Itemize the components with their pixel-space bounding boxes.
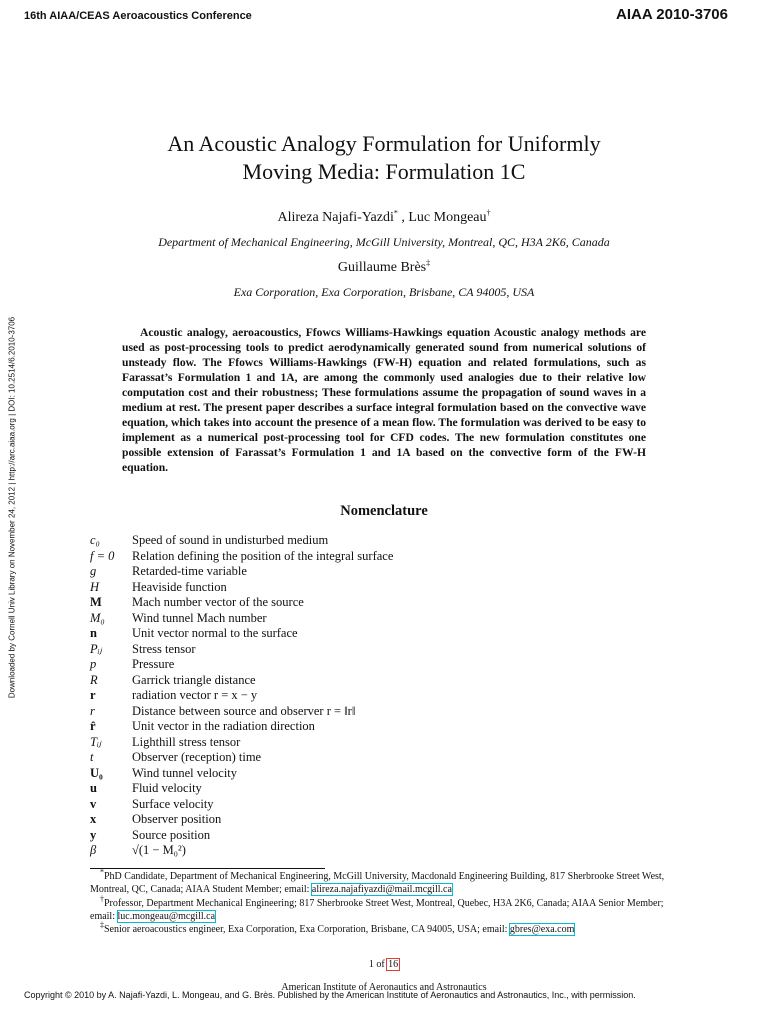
nomenclature-symbol: β	[90, 843, 97, 857]
affiliation-mcgill: Department of Mechanical Engineering, McGill University, Montreal, QC, H3A 2K6, Canada	[158, 235, 610, 249]
nomenclature-row	[90, 642, 490, 658]
author-separator: ,	[397, 210, 409, 225]
nomenclature-description: Wind tunnel Mach number	[132, 610, 267, 625]
nomenclature-row	[90, 564, 490, 580]
footnote-2	[90, 894, 678, 924]
nomenclature-description: Observer (reception) time	[132, 750, 262, 764]
nomenclature-symbol: n	[90, 626, 97, 640]
footnote-3	[90, 920, 678, 936]
footnote-3-mark: ‡	[100, 920, 104, 930]
footnote-1-mark: *	[100, 867, 104, 877]
email-link-najafiyazdi[interactable]: alireza.najafiyazdi@mail.mcgill.ca	[311, 884, 452, 896]
page-number	[0, 959, 768, 970]
paper-id: AIAA 2010-3706	[615, 6, 728, 23]
nomenclature-symbol: x	[90, 812, 97, 826]
affiliation-exa: Exa Corporation, Exa Corporation, Brisbane, CA 94005, USA	[233, 285, 535, 299]
nomenclature-symbol: r	[90, 688, 96, 702]
nomenclature-description: √(1 − M₀²)	[132, 843, 186, 857]
nomenclature-symbol: f = 0	[90, 548, 115, 563]
nomenclature-heading: Nomenclature	[340, 503, 428, 519]
nomenclature-symbol: M₀	[90, 610, 105, 625]
nomenclature-symbol: r̂	[90, 719, 96, 733]
nomenclature-description: Heaviside function	[132, 579, 227, 594]
nomenclature-description: Lighthill stress tensor	[132, 734, 241, 749]
nomenclature-symbol: R	[90, 672, 98, 687]
nomenclature-description: Observer position	[132, 812, 222, 826]
footnote-2-mark: †	[100, 894, 104, 904]
nomenclature-description: Relation defining the position of the integral surface	[132, 548, 394, 563]
paper-title	[90, 130, 678, 186]
nomenclature-row	[90, 595, 490, 611]
page-total-link[interactable]: 16	[388, 959, 399, 970]
nomenclature-description: radiation vector r = x − y	[132, 688, 258, 702]
author-3-mark: ‡	[426, 258, 431, 268]
nomenclature-row	[90, 704, 490, 720]
author-1: Alireza Najafi-Yazdi	[277, 210, 394, 225]
nomenclature-row	[90, 828, 490, 844]
page-current: 1	[368, 959, 374, 970]
author-line-2	[90, 260, 678, 276]
nomenclature-symbol: Tᵢⱼ	[90, 734, 102, 749]
nomenclature-row	[90, 719, 490, 735]
footnote-1	[90, 867, 678, 897]
nomenclature-row	[90, 533, 490, 549]
nomenclature-row	[90, 735, 490, 751]
nomenclature-row	[90, 549, 490, 565]
nomenclature-row	[90, 766, 490, 782]
nomenclature-symbol: u	[90, 781, 97, 795]
nomenclature-row	[90, 626, 490, 642]
footnote-1-text: PhD Candidate, Department of Mechanical Engineering, McGill University, Macdonald Engineering Building, 817 Sherbrooke Street West, Montreal, QC, Canada; AIAA Student Member; email:	[90, 871, 665, 896]
author-2: Luc Mongeau	[408, 210, 487, 225]
nomenclature-row	[90, 673, 490, 689]
email-link-bres[interactable]: gbres@exa.com	[509, 924, 575, 936]
nomenclature-row	[90, 580, 490, 596]
footnote-3-text: Senior aeroacoustics engineer, Exa Corporation, Exa Corporation, Brisbane, CA 94005, USA; email:	[104, 924, 510, 936]
footnotes	[90, 867, 678, 936]
nomenclature-row	[90, 812, 490, 828]
nomenclature-symbol: H	[90, 579, 100, 594]
nomenclature-description: Retarded-time variable	[132, 564, 247, 578]
nomenclature-symbol: g	[90, 564, 97, 578]
nomenclature-symbol: v	[90, 796, 97, 811]
nomenclature-symbol: U₀	[90, 765, 103, 780]
nomenclature-description: Source position	[132, 827, 211, 842]
footnote-rule	[90, 868, 325, 869]
nomenclature-symbol: c₀	[90, 533, 100, 547]
nomenclature-description: Garrick triangle distance	[132, 672, 256, 687]
nomenclature-description: Mach number vector of the source	[132, 595, 304, 609]
nomenclature-description: Unit vector in the radiation direction	[132, 719, 315, 733]
nomenclature-list	[90, 533, 490, 859]
abstract: Acoustic analogy, aeroacoustics, Ffowcs Williams-Hawkings equation Acoustic analogy methods are used as post-processing tools to predict aerodynamically generated sound from numerical solutions of unsteady flow. The Ffowcs Williams-Hawkings (FW-H) equation and related formulations, such as Farassat’s Formulation 1 and 1A, are among the commonly used analogies due to their relative low computation cost and their robustness; These formulations assume the propagation of sound waves in a medium at rest. The present paper describes a surface integral formulation based on the convective wave equation, which takes into account the presence of a mean flow. The formulation was derived to be easy to implement as a numerical post-processing tool for CFD codes. The new formulation constitutes one possible extension of Farassat’s Formulation 1 and 1A based on the convective form of the FW-H equation.	[122, 326, 646, 474]
author-1-mark: *	[393, 208, 398, 218]
nomenclature-symbol: y	[90, 827, 97, 842]
nomenclature-row	[90, 750, 490, 766]
page-of-label: of	[373, 959, 388, 970]
nomenclature-symbol: M	[90, 595, 102, 609]
download-watermark-text: Downloaded by Cornell Univ Library on November 24, 2012 | http://arc.aiaa.org | DOI: 10.2514/6.2010-3706	[7, 316, 17, 699]
nomenclature-symbol: p	[90, 657, 97, 671]
nomenclature-row	[90, 781, 490, 797]
nomenclature-description: Surface velocity	[132, 796, 214, 811]
nomenclature-symbol: Pᵢⱼ	[90, 641, 102, 656]
nomenclature-description: Pressure	[132, 657, 175, 671]
copyright-notice: Copyright © 2010 by A. Najafi-Yazdi, L. Mongeau, and G. Brès. Published by the American Institute of Aeronautics and Astronautics, Inc., with permission.	[24, 990, 636, 1000]
title-line-1: An Acoustic Analogy Formulation for Uniformly	[167, 131, 601, 156]
title-line-2: Moving Media: Formulation 1C	[242, 159, 526, 184]
nomenclature-row	[90, 657, 490, 673]
nomenclature-description: Unit vector normal to the surface	[132, 626, 298, 640]
nomenclature-description: Fluid velocity	[132, 781, 202, 795]
nomenclature-description: Speed of sound in undisturbed medium	[132, 533, 329, 547]
nomenclature-row	[90, 611, 490, 627]
publisher-line: American Institute of Aeronautics and Astronautics	[281, 982, 487, 993]
email-link-mongeau[interactable]: luc.mongeau@mcgill.ca	[117, 910, 216, 922]
footnote-2-text: Professor, Department Mechanical Engineering; 817 Sherbrooke Street West, Montreal, Quebec, H3A 2K6, Canada; AIAA Senior Member; email:	[90, 897, 664, 922]
nomenclature-symbol: r	[90, 703, 95, 718]
conference-header: 16th AIAA/CEAS Aeroacoustics Conference	[24, 10, 252, 22]
nomenclature-symbol: t	[90, 750, 94, 764]
nomenclature-description: Stress tensor	[132, 641, 196, 656]
nomenclature-row	[90, 688, 490, 704]
nomenclature-row	[90, 843, 490, 859]
author-3: Guillaume Brès	[337, 260, 427, 275]
nomenclature-description: Wind tunnel velocity	[132, 765, 238, 780]
author-2-mark: †	[486, 208, 491, 218]
nomenclature-description: Distance between source and observer r = ‖r‖	[132, 703, 356, 718]
author-line	[90, 210, 678, 226]
download-watermark	[8, 300, 17, 720]
nomenclature-row	[90, 797, 490, 813]
